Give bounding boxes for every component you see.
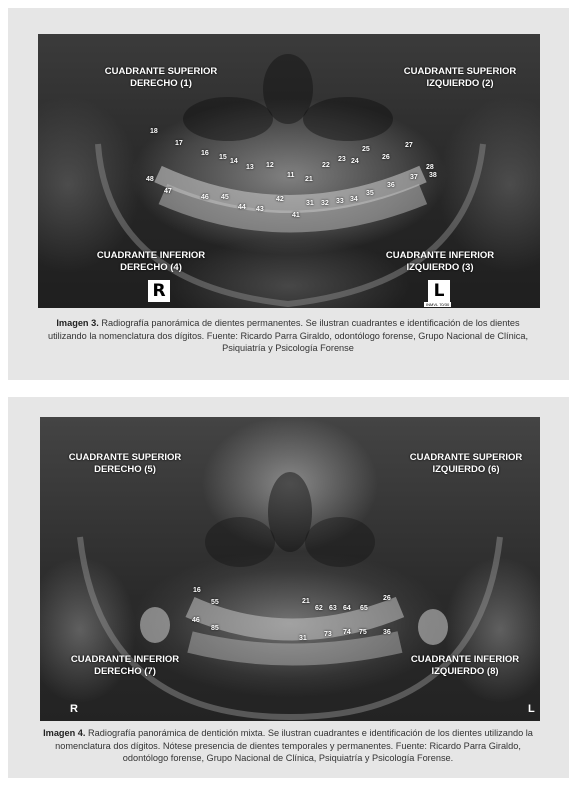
panoramic-xray-permanent bbox=[38, 34, 540, 308]
tooth-number-label: 55 bbox=[211, 599, 219, 606]
tooth-number-label: 31 bbox=[299, 635, 307, 642]
tooth-number-label: 48 bbox=[146, 176, 154, 183]
tooth-number-label: 75 bbox=[359, 629, 367, 636]
tooth-number-label: 14 bbox=[230, 158, 238, 165]
tooth-number-label: 12 bbox=[266, 162, 274, 169]
quadrant-upper-right-label: CUADRANTE SUPERIOR DERECHO (5) bbox=[68, 452, 182, 475]
right-side-marker: R bbox=[148, 280, 170, 302]
left-side-marker: L bbox=[428, 280, 450, 302]
tooth-number-label: 11 bbox=[287, 172, 295, 179]
quadrant-lower-right-label: CUADRANTE INFERIOR DERECHO (7) bbox=[70, 654, 180, 677]
caption-text: Radiografía panorámica de dentición mixta. Se ilustran cuadrantes e identificación de los dientes utilizando la nomenclatura dos dígitos. Nótese presencia de dientes temporales y permanentes. Fuente: Ricardo Parra Giraldo, odontólogo forense, Grupo Nacional de Clínica, Psiquiatría y Psicología Forense. bbox=[55, 728, 533, 763]
tooth-number-label: 35 bbox=[366, 190, 374, 197]
right-side-marker: R bbox=[70, 703, 78, 715]
tooth-number-label: 13 bbox=[246, 164, 254, 171]
tooth-number-label: 85 bbox=[211, 625, 219, 632]
figure-caption-2 bbox=[38, 727, 538, 765]
quadrant-lower-left-label: CUADRANTE INFERIOR IZQUIERDO (8) bbox=[410, 654, 520, 677]
tooth-number-label: 33 bbox=[336, 198, 344, 205]
tooth-number-label: 25 bbox=[362, 146, 370, 153]
tooth-number-label: 18 bbox=[150, 128, 158, 135]
tooth-number-label: 64 bbox=[343, 605, 351, 612]
tooth-number-label: 46 bbox=[201, 194, 209, 201]
tooth-number-label: 42 bbox=[276, 196, 284, 203]
tooth-number-label: 28 bbox=[426, 164, 434, 171]
tooth-number-label: 23 bbox=[338, 156, 346, 163]
tooth-number-label: 21 bbox=[305, 176, 313, 183]
panoramic-xray-mixed bbox=[40, 417, 540, 721]
quadrant-upper-left-label: CUADRANTE SUPERIOR IZQUIERDO (6) bbox=[409, 452, 523, 475]
quadrant-lower-right-label: CUADRANTE INFERIOR DERECHO (4) bbox=[96, 250, 206, 273]
tooth-number-label: 65 bbox=[360, 605, 368, 612]
figure-panel-1 bbox=[8, 8, 569, 380]
tooth-number-label: 74 bbox=[343, 629, 351, 636]
tooth-number-label: 34 bbox=[350, 196, 358, 203]
left-side-marker: L bbox=[528, 703, 535, 715]
tooth-number-label: 36 bbox=[387, 182, 395, 189]
tooth-number-label: 62 bbox=[315, 605, 323, 612]
tooth-number-label: 22 bbox=[322, 162, 330, 169]
quadrant-lower-left-label: CUADRANTE INFERIOR IZQUIERDO (3) bbox=[385, 250, 495, 273]
caption-label: Imagen 3. bbox=[56, 318, 99, 328]
tooth-number-label: 36 bbox=[383, 629, 391, 636]
tooth-number-label: 26 bbox=[383, 595, 391, 602]
tooth-number-label: 45 bbox=[221, 194, 229, 201]
tooth-number-label: 47 bbox=[164, 188, 172, 195]
tooth-number-label: 73 bbox=[324, 631, 332, 638]
quadrant-upper-left-label: CUADRANTE SUPERIOR IZQUIERDO (2) bbox=[403, 66, 517, 89]
tooth-number-label: 46 bbox=[192, 617, 200, 624]
tooth-number-label: 63 bbox=[329, 605, 337, 612]
tooth-number-label: 17 bbox=[175, 140, 183, 147]
caption-label: Imagen 4. bbox=[43, 728, 86, 738]
tooth-number-label: 27 bbox=[405, 142, 413, 149]
figure-panel-2 bbox=[8, 397, 569, 778]
tooth-number-label: 26 bbox=[382, 154, 390, 161]
tooth-number-label: 15 bbox=[219, 154, 227, 161]
tooth-number-label: 24 bbox=[351, 158, 359, 165]
tooth-number-label: 44 bbox=[238, 204, 246, 211]
tooth-number-label: 31 bbox=[306, 200, 314, 207]
tooth-number-label: 21 bbox=[302, 598, 310, 605]
caption-text: Radiografía panorámica de dientes permanentes. Se ilustran cuadrantes e identificación de los dientes utilizando la nomenclatura dos dígitos. Fuente: Ricardo Parra Giraldo, odontólogo forense, Grupo Nacional de Clínica, Psiquiatría y Psicología Forense bbox=[47, 318, 529, 353]
tooth-number-label: 41 bbox=[292, 212, 300, 219]
tooth-number-label: 16 bbox=[193, 587, 201, 594]
tooth-number-label: 38 bbox=[429, 172, 437, 179]
quadrant-upper-right-label: CUADRANTE SUPERIOR DERECHO (1) bbox=[104, 66, 218, 89]
tooth-number-label: 16 bbox=[201, 150, 209, 157]
xray-stamp: INMVL 70/30 bbox=[426, 302, 450, 307]
tooth-number-label: 37 bbox=[410, 174, 418, 181]
tooth-number-label: 43 bbox=[256, 206, 264, 213]
tooth-number-label: 32 bbox=[321, 200, 329, 207]
figure-caption-1 bbox=[38, 317, 538, 355]
